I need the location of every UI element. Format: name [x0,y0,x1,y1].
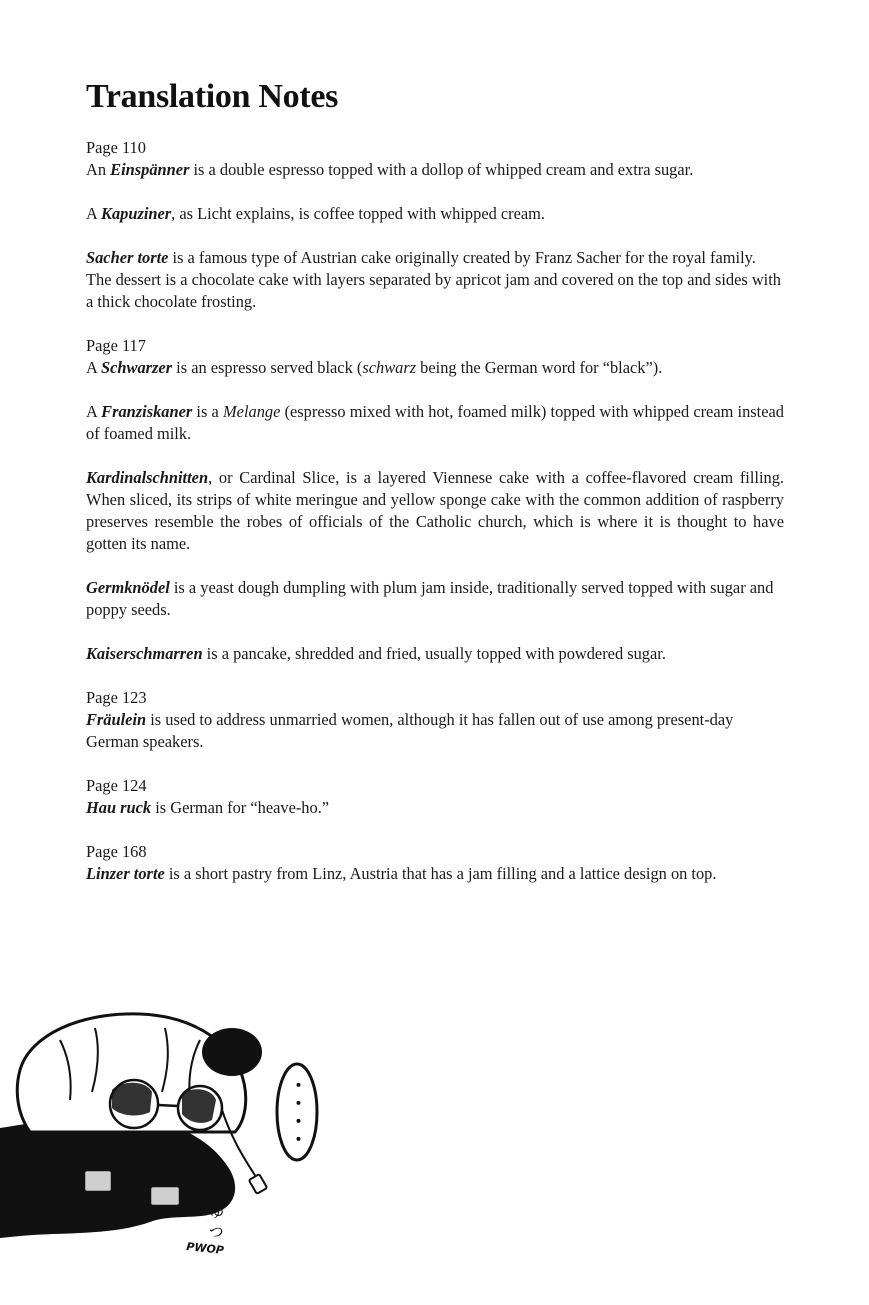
note: Page 117 A Schwarzer is an espresso served black (schwarz being the German word for “black”). [86,335,784,379]
speech-text: ・・・・ [286,1076,308,1148]
note-text-post: being the German word for “black”). [416,358,663,377]
note-text: is a pancake, shredded and fried, usually topped with powdered sugar. [202,644,666,663]
note-term: Einspänner [110,160,190,179]
page-label: Page 168 [86,842,147,861]
note [86,247,784,313]
eye-shape [182,1089,216,1123]
note-text: , as Licht explains, is coffee topped with whipped cream. [171,204,546,223]
notes-section [86,687,784,753]
note-text: , or Cardinal Slice, is a layered Viennese cake with a coffee-flavored cream filling. When sliced, its strips of white meringue and yellow sponge cake with the common addition of raspberry preserves resemble the robes of officials of the Catholic church, which is where it is thought to have gotten its name. [86,468,784,553]
note-term: Fräulein [86,710,147,729]
page-label: Page 124 [86,776,147,795]
note-text: is a short pastry from Linz, Austria that has a jam filling and a lattice design on top. [164,864,717,883]
note: Page 110 An Einspänner is a double espresso topped with a dollop of whipped cream and extra sugar. [86,137,784,181]
note-term: Kardinalschnitten [86,468,209,487]
note: A Franziskaner is a Melange (espresso mixed with hot, foamed milk) topped with whipped cream instead of foamed milk. [86,402,784,443]
notes-section [86,137,784,313]
page-label: Page 117 [86,336,146,355]
cloak-button [84,1170,112,1192]
note [86,841,784,885]
note [86,643,784,665]
note-italic: schwarz [362,358,417,377]
note-term: Sacher torte [86,248,169,267]
notes-section [86,841,784,885]
chibi-illustration [0,1000,360,1270]
note [86,467,784,555]
sfx-english: PWOP [185,1240,225,1257]
note-text: is a famous type of Austrian cake originally created by Franz Sacher for the royal family. The dessert is a chocolate cake with layers separated by apricot jam and covered on the top and sides with a thick chocolate frosting. [86,248,781,311]
note-text: is a yeast dough dumpling with plum jam inside, traditionally served topped with sugar and poppy seeds. [86,578,774,619]
note [86,775,784,819]
note-text: is an espresso served black ( [172,358,363,377]
note-text: is a double espresso topped with a dollop of whipped cream and extra sugar. [189,160,694,179]
note-term: Hau ruck [86,798,152,817]
note-italic: Melange [223,402,281,421]
note-term: Franziskaner [101,402,193,421]
note-term: Schwarzer [101,358,173,377]
page-label: Page 110 [86,138,146,157]
note [86,577,784,621]
notes-section [86,775,784,819]
cloak-button [150,1186,180,1206]
note-term: Kaiserschmarren [86,644,203,663]
note-text: is a [192,402,224,421]
notes-section [86,335,784,665]
sfx-kana: にゅっ [200,1182,224,1242]
notes-content [86,137,784,907]
page-title: Translation Notes [86,78,339,115]
note: A Kapuziner, as Licht explains, is coffee topped with whipped cream. [86,204,546,223]
note-text-post: (espresso mixed with hot, foamed milk) topped with whipped cream instead of foamed milk. [86,402,784,443]
beret-shape [202,1028,262,1076]
note-text: is used to address unmarried women, although it has fallen out of use among present-day German speakers. [86,710,734,751]
note-term: Linzer torte [86,864,165,883]
note-text: is German for “heave-ho.” [151,798,330,817]
note-term: Germknödel [86,578,170,597]
note-term: Kapuziner [101,204,172,223]
page-label: Page 123 [86,688,147,707]
note [86,687,784,753]
